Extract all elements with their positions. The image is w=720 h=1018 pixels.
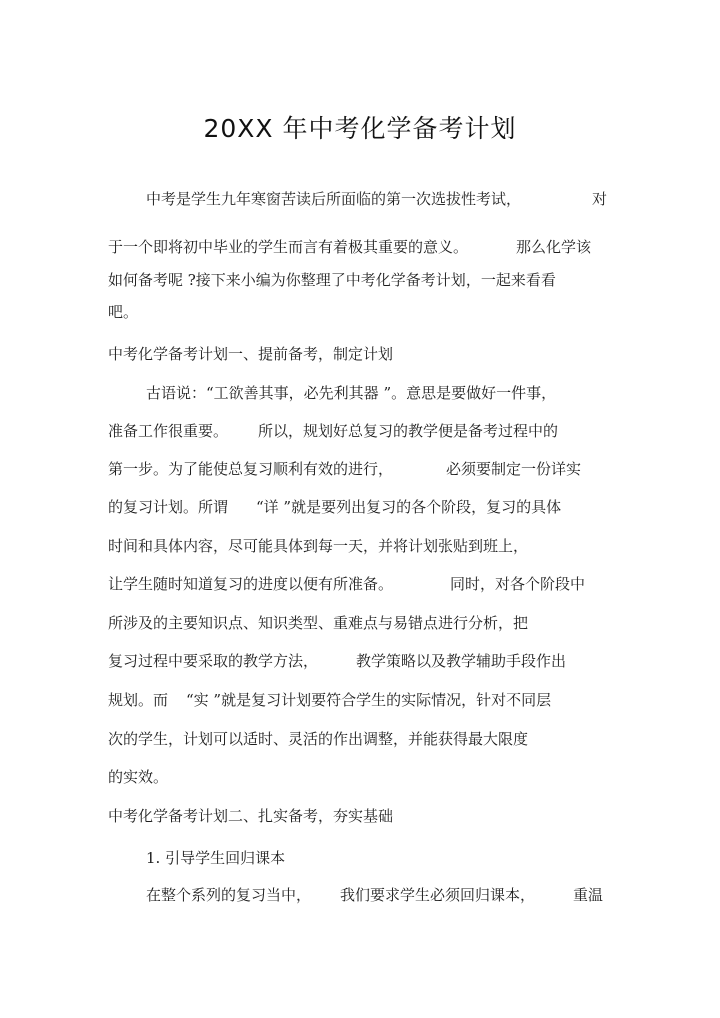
paragraph-line: “实 ”就是复习计划要符合学生的实际情况，针对不同层	[186, 691, 552, 709]
paragraph-line: 如何备考呢 ?接下来小编为你整理了中考化学备考计划，一起来看看	[108, 271, 556, 289]
paragraph-line: 重温	[573, 886, 604, 904]
paragraph-line: 所以，规划好总复习的教学便是备考过程中的	[258, 422, 559, 440]
paragraph-line: 准备工作很重要。	[108, 422, 229, 440]
document-title: 20XX 年中考化学备考计划	[203, 114, 517, 143]
paragraph-line: 的实效。	[108, 768, 169, 786]
section-heading: 中考化学备考计划一、提前备考，制定计划	[108, 345, 394, 363]
section-heading: 中考化学备考计划二、扎实备考，夯实基础	[108, 807, 394, 825]
paragraph-line: 对	[592, 190, 608, 208]
paragraph-line: 复习过程中要采取的教学方法，	[108, 652, 319, 670]
paragraph-line: 在整个系列的复习当中，	[146, 886, 312, 904]
paragraph-line: 时间和具体内容，尽可能具体到每一天，并将计划张贴到班上，	[108, 537, 529, 555]
paragraph-line: 于一个即将初中毕业的学生而言有着极其重要的意义。	[108, 238, 469, 256]
paragraph-line: “详 ”就是要列出复习的各个阶段，复习的具体	[256, 498, 562, 516]
paragraph-line: 吧。	[108, 303, 139, 321]
paragraph-line: 所涉及的主要知识点、知识类型、重难点与易错点进行分析，把	[108, 614, 529, 632]
paragraph-line: 那么化学该	[516, 238, 592, 256]
paragraph-line: 中考是学生九年寒窗苦读后所面临的第一次选拔性考试，	[146, 190, 522, 208]
paragraph-line: 让学生随时知道复习的进度以便有所准备。	[108, 575, 394, 593]
numbered-item: 1. 引导学生回归课本	[146, 849, 286, 867]
paragraph-line: 教学策略以及教学辅助手段作出	[356, 652, 567, 670]
paragraph-line: 次的学生，计划可以适时、灵活的作出调整，并能获得最大限度	[108, 730, 529, 748]
paragraph-line: 必须要制定一份详实	[446, 460, 582, 478]
paragraph-line: 的复习计划。所谓	[108, 498, 229, 516]
paragraph-line: 第一步。为了能使总复习顺利有效的进行，	[108, 460, 394, 478]
paragraph-line: 同时，对各个阶段中	[450, 575, 586, 593]
paragraph-line: 我们要求学生必须回归课本，	[340, 886, 536, 904]
paragraph-line: 规划。而	[108, 691, 169, 709]
paragraph-line: 古语说：“工欲善其事，必先利其器 ”。意思是要做好一件事，	[146, 384, 557, 402]
